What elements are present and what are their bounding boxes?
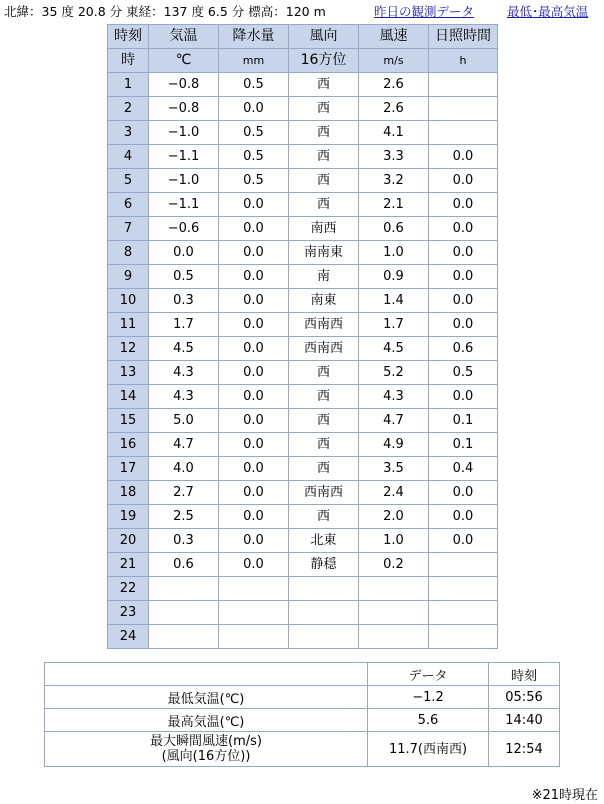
table-row — [108, 313, 498, 337]
wind-dir-cell: 西 — [289, 361, 359, 385]
precip-cell: 0.5 — [219, 169, 289, 193]
yesterday-data-link[interactable]: 昨日の観測データ — [374, 4, 475, 19]
hour-cell: 1 — [108, 73, 149, 97]
summary-label — [45, 732, 368, 767]
table-row — [108, 385, 498, 409]
temp-cell: 2.5 — [149, 505, 219, 529]
temp-cell: 0.5 — [149, 265, 219, 289]
col-header-hour: 時刻 — [108, 25, 149, 49]
col-header-sunshine: 日照時間 — [429, 25, 498, 49]
sunshine-cell: 0.0 — [429, 241, 498, 265]
precip-cell: 0.0 — [219, 553, 289, 577]
table-row — [108, 289, 498, 313]
hour-cell: 12 — [108, 337, 149, 361]
temp-cell: −0.8 — [149, 73, 219, 97]
wind-dir-cell: 西南西 — [289, 481, 359, 505]
sunshine-cell — [429, 577, 498, 601]
hour-cell: 3 — [108, 121, 149, 145]
precip-cell: 0.0 — [219, 241, 289, 265]
temp-cell: 4.3 — [149, 385, 219, 409]
table-row — [108, 457, 498, 481]
precip-cell: 0.0 — [219, 313, 289, 337]
precip-cell: 0.0 — [219, 385, 289, 409]
summary-label-line1: 最大瞬間風速(m/s) — [150, 734, 262, 749]
wind-dir-cell: 南 — [289, 265, 359, 289]
wind-speed-cell: 4.7 — [359, 409, 429, 433]
precip-cell: 0.0 — [219, 265, 289, 289]
unit-temp: ℃ — [149, 49, 219, 73]
wind-dir-cell: 西 — [289, 505, 359, 529]
hour-cell: 7 — [108, 217, 149, 241]
sunshine-cell — [429, 553, 498, 577]
table-row — [108, 337, 498, 361]
wind-speed-cell: 3.3 — [359, 145, 429, 169]
sunshine-cell: 0.0 — [429, 505, 498, 529]
wind-dir-cell — [289, 577, 359, 601]
hour-cell: 19 — [108, 505, 149, 529]
precip-cell: 0.0 — [219, 217, 289, 241]
sunshine-cell: 0.0 — [429, 481, 498, 505]
table-row — [108, 601, 498, 625]
wind-dir-cell: 西南西 — [289, 313, 359, 337]
table-row — [108, 169, 498, 193]
temp-cell: −1.1 — [149, 145, 219, 169]
summary-label: 最高気温(℃) — [45, 709, 368, 732]
unit-hour: 時 — [108, 49, 149, 73]
table-row — [108, 481, 498, 505]
summary-value: 11.7(西南西) — [368, 732, 489, 767]
wind-speed-cell: 2.4 — [359, 481, 429, 505]
wind-speed-cell: 2.6 — [359, 97, 429, 121]
hour-cell: 20 — [108, 529, 149, 553]
summary-header-blank — [45, 663, 368, 686]
wind-dir-cell — [289, 625, 359, 649]
location-text: 北緯：35 度 20.8 分 東経：137 度 6.5 分 標高：120 m — [4, 4, 326, 19]
hour-cell: 11 — [108, 313, 149, 337]
precip-cell: 0.0 — [219, 481, 289, 505]
temp-cell: 1.7 — [149, 313, 219, 337]
summary-time: 14:40 — [489, 709, 560, 732]
summary-time: 12:54 — [489, 732, 560, 767]
hour-cell: 17 — [108, 457, 149, 481]
wind-speed-cell: 4.5 — [359, 337, 429, 361]
temp-cell: 2.7 — [149, 481, 219, 505]
wind-speed-cell: 2.1 — [359, 193, 429, 217]
wind-dir-cell: 南西 — [289, 217, 359, 241]
summary-time: 05:56 — [489, 686, 560, 709]
sunshine-cell: 0.0 — [429, 289, 498, 313]
hour-cell: 9 — [108, 265, 149, 289]
sunshine-cell: 0.0 — [429, 193, 498, 217]
precip-cell: 0.0 — [219, 529, 289, 553]
observation-rows — [108, 73, 498, 649]
temp-cell: 4.3 — [149, 361, 219, 385]
units-row — [108, 49, 498, 73]
table-row — [108, 505, 498, 529]
precip-cell: 0.0 — [219, 505, 289, 529]
precip-cell: 0.0 — [219, 97, 289, 121]
temp-cell: −0.6 — [149, 217, 219, 241]
summary-header-row — [45, 663, 560, 686]
sunshine-cell: 0.0 — [429, 265, 498, 289]
wind-dir-cell: 西 — [289, 385, 359, 409]
precip-cell: 0.5 — [219, 73, 289, 97]
wind-speed-cell: 3.2 — [359, 169, 429, 193]
hour-cell: 6 — [108, 193, 149, 217]
sunshine-cell: 0.1 — [429, 433, 498, 457]
table-row — [108, 73, 498, 97]
col-header-wind-dir: 風向 — [289, 25, 359, 49]
unit-wind-dir: 16方位 — [289, 49, 359, 73]
temp-cell — [149, 577, 219, 601]
wind-speed-cell: 3.5 — [359, 457, 429, 481]
wind-speed-cell: 5.2 — [359, 361, 429, 385]
sunshine-cell: 0.0 — [429, 385, 498, 409]
temp-cell: −1.0 — [149, 121, 219, 145]
hour-cell: 4 — [108, 145, 149, 169]
temp-cell: 0.3 — [149, 289, 219, 313]
wind-dir-cell: 西 — [289, 121, 359, 145]
summary-header-data: データ — [368, 663, 489, 686]
precip-cell: 0.5 — [219, 145, 289, 169]
unit-wind-speed: m/s — [359, 49, 429, 73]
hour-cell: 22 — [108, 577, 149, 601]
sunshine-cell — [429, 121, 498, 145]
precip-cell — [219, 601, 289, 625]
temp-cell: 4.5 — [149, 337, 219, 361]
hour-cell: 2 — [108, 97, 149, 121]
precip-cell: 0.0 — [219, 193, 289, 217]
temp-cell: 0.0 — [149, 241, 219, 265]
summary-label-line2: (風向(16方位)) — [161, 749, 251, 764]
hour-cell: 5 — [108, 169, 149, 193]
sunshine-cell — [429, 73, 498, 97]
col-header-wind-speed: 風速 — [359, 25, 429, 49]
wind-speed-cell: 2.6 — [359, 73, 429, 97]
wind-speed-cell: 4.1 — [359, 121, 429, 145]
table-row — [108, 97, 498, 121]
precip-cell: 0.0 — [219, 433, 289, 457]
sunshine-cell: 0.6 — [429, 337, 498, 361]
table-row — [108, 241, 498, 265]
table-row — [108, 433, 498, 457]
summary-row-max-gust — [45, 732, 560, 767]
temp-cell — [149, 625, 219, 649]
sunshine-cell: 0.5 — [429, 361, 498, 385]
wind-dir-cell: 西 — [289, 145, 359, 169]
wind-dir-cell: 南東 — [289, 289, 359, 313]
table-row — [108, 265, 498, 289]
wind-dir-cell: 西 — [289, 433, 359, 457]
header-row — [108, 25, 498, 49]
wind-speed-cell: 4.3 — [359, 385, 429, 409]
precip-cell — [219, 577, 289, 601]
hour-cell: 16 — [108, 433, 149, 457]
wind-speed-cell: 2.0 — [359, 505, 429, 529]
summary-label: 最低気温(℃) — [45, 686, 368, 709]
sunshine-cell — [429, 601, 498, 625]
wind-speed-cell — [359, 577, 429, 601]
hour-cell: 15 — [108, 409, 149, 433]
table-row — [108, 217, 498, 241]
wind-dir-cell: 西南西 — [289, 337, 359, 361]
hour-cell: 24 — [108, 625, 149, 649]
precip-cell: 0.0 — [219, 289, 289, 313]
hour-cell: 23 — [108, 601, 149, 625]
table-row — [108, 625, 498, 649]
min-max-temp-link[interactable]: 最低･最高気温 — [507, 4, 589, 19]
wind-speed-cell: 0.9 — [359, 265, 429, 289]
precip-cell: 0.0 — [219, 409, 289, 433]
table-row — [108, 577, 498, 601]
hour-cell: 18 — [108, 481, 149, 505]
table-row — [108, 193, 498, 217]
wind-speed-cell: 1.7 — [359, 313, 429, 337]
hour-cell: 10 — [108, 289, 149, 313]
temp-cell: 4.7 — [149, 433, 219, 457]
hour-cell: 14 — [108, 385, 149, 409]
temp-cell: 5.0 — [149, 409, 219, 433]
col-header-temp: 気温 — [149, 25, 219, 49]
wind-speed-cell — [359, 625, 429, 649]
precip-cell: 0.0 — [219, 361, 289, 385]
sunshine-cell: 0.4 — [429, 457, 498, 481]
wind-dir-cell: 西 — [289, 169, 359, 193]
summary-value: −1.2 — [368, 686, 489, 709]
wind-dir-cell: 西 — [289, 457, 359, 481]
wind-dir-cell: 西 — [289, 73, 359, 97]
location-bar — [4, 2, 602, 22]
precip-cell: 0.5 — [219, 121, 289, 145]
sunshine-cell: 0.0 — [429, 145, 498, 169]
sunshine-cell: 0.0 — [429, 313, 498, 337]
unit-precip: mm — [219, 49, 289, 73]
col-header-precip: 降水量 — [219, 25, 289, 49]
daily-summary-table — [44, 662, 560, 767]
table-row — [108, 553, 498, 577]
temp-cell: −1.1 — [149, 193, 219, 217]
table-row — [108, 121, 498, 145]
wind-dir-cell: 西 — [289, 409, 359, 433]
temp-cell: 0.3 — [149, 529, 219, 553]
wind-speed-cell: 1.4 — [359, 289, 429, 313]
wind-dir-cell: 南南東 — [289, 241, 359, 265]
sunshine-cell: 0.0 — [429, 169, 498, 193]
wind-speed-cell: 4.9 — [359, 433, 429, 457]
wind-speed-cell: 1.0 — [359, 529, 429, 553]
wind-dir-cell: 西 — [289, 193, 359, 217]
wind-speed-cell: 1.0 — [359, 241, 429, 265]
wind-speed-cell — [359, 601, 429, 625]
wind-dir-cell: 北東 — [289, 529, 359, 553]
summary-value: 5.6 — [368, 709, 489, 732]
footnote: ※21時現在 — [531, 788, 598, 803]
summary-header-time: 時刻 — [489, 663, 560, 686]
wind-speed-cell: 0.2 — [359, 553, 429, 577]
sunshine-cell: 0.0 — [429, 529, 498, 553]
hour-cell: 21 — [108, 553, 149, 577]
table-row — [108, 409, 498, 433]
precip-cell: 0.0 — [219, 457, 289, 481]
summary-row-min-temp — [45, 686, 560, 709]
temp-cell: −1.0 — [149, 169, 219, 193]
sunshine-cell — [429, 625, 498, 649]
precip-cell: 0.0 — [219, 337, 289, 361]
summary-row-max-temp — [45, 709, 560, 732]
sunshine-cell — [429, 97, 498, 121]
table-row — [108, 145, 498, 169]
unit-sunshine: h — [429, 49, 498, 73]
table-row — [108, 529, 498, 553]
wind-speed-cell: 0.6 — [359, 217, 429, 241]
hour-cell: 8 — [108, 241, 149, 265]
wind-dir-cell — [289, 601, 359, 625]
sunshine-cell: 0.0 — [429, 217, 498, 241]
table-row — [108, 361, 498, 385]
hourly-observation-table — [107, 24, 498, 649]
precip-cell — [219, 625, 289, 649]
temp-cell: 4.0 — [149, 457, 219, 481]
wind-dir-cell: 静穏 — [289, 553, 359, 577]
hour-cell: 13 — [108, 361, 149, 385]
wind-dir-cell: 西 — [289, 97, 359, 121]
temp-cell: 0.6 — [149, 553, 219, 577]
temp-cell — [149, 601, 219, 625]
temp-cell: −0.8 — [149, 97, 219, 121]
sunshine-cell: 0.1 — [429, 409, 498, 433]
